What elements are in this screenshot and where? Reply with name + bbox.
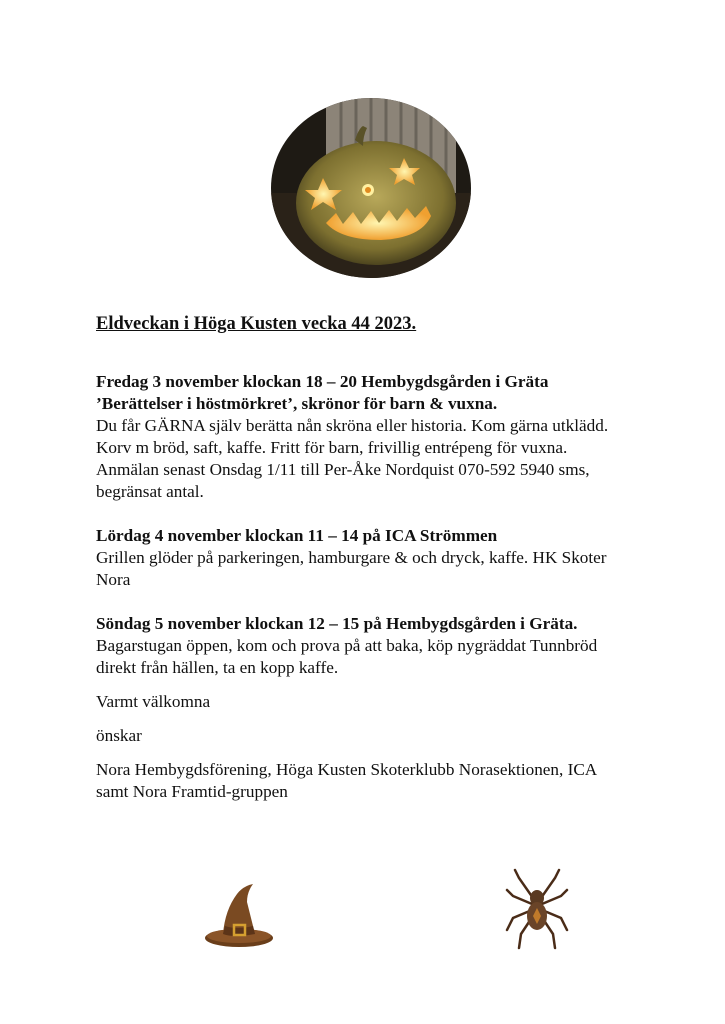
event-text: begränsat antal. — [96, 482, 204, 501]
jack-o-lantern-pumpkin-photo — [271, 98, 471, 278]
event-sunday — [96, 613, 696, 679]
event-list — [96, 371, 696, 803]
event-text: Grillen glöder på parkeringen, hamburgare & och dryck, kaffe. HK Skoter — [96, 548, 607, 567]
organizers-line: samt Nora Framtid-gruppen — [96, 782, 288, 801]
welcome-text: Varmt välkomna — [96, 692, 211, 711]
event-saturday — [96, 525, 696, 591]
event-heading: ’Berättelser i höstmörkret’, skrönor för barn & vuxna. — [96, 394, 498, 413]
witch-hat-icon — [203, 880, 275, 952]
event-heading: Söndag 5 november klockan 12 – 15 på Hembygdsgården i Gräta. — [96, 614, 578, 633]
event-text: Du får GÄRNA själv berätta nån skröna eller historia. Kom gärna utklädd. — [96, 416, 609, 435]
organizers — [96, 759, 696, 803]
event-text: Anmälan senast Onsdag 1/11 till Per-Åke Nordquist 070-592 5940 sms, — [96, 460, 590, 479]
event-friday — [96, 371, 696, 503]
event-heading: Lördag 4 november klockan 11 – 14 på ICA Strömmen — [96, 526, 498, 545]
event-text: Korv m bröd, saft, kaffe. Fritt för barn, frivillig entrépeng för vuxna. — [96, 438, 568, 457]
event-text: Nora — [96, 570, 131, 589]
event-text: Bagarstugan öppen, kom och prova på att baka, köp nygräddat Tunnbröd — [96, 636, 598, 655]
event-heading: Fredag 3 november klockan 18 – 20 Hembygdsgården i Gräta — [96, 372, 549, 391]
wishes-text: önskar — [96, 726, 142, 745]
spider-icon — [505, 868, 569, 954]
event-text: direkt från hällen, ta en kopp kaffe. — [96, 658, 339, 677]
page-title: Eldveckan i Höga Kusten vecka 44 2023. — [96, 314, 417, 334]
organizers-line: Nora Hembygdsförening, Höga Kusten Skoterklubb Norasektionen, ICA — [96, 760, 598, 779]
